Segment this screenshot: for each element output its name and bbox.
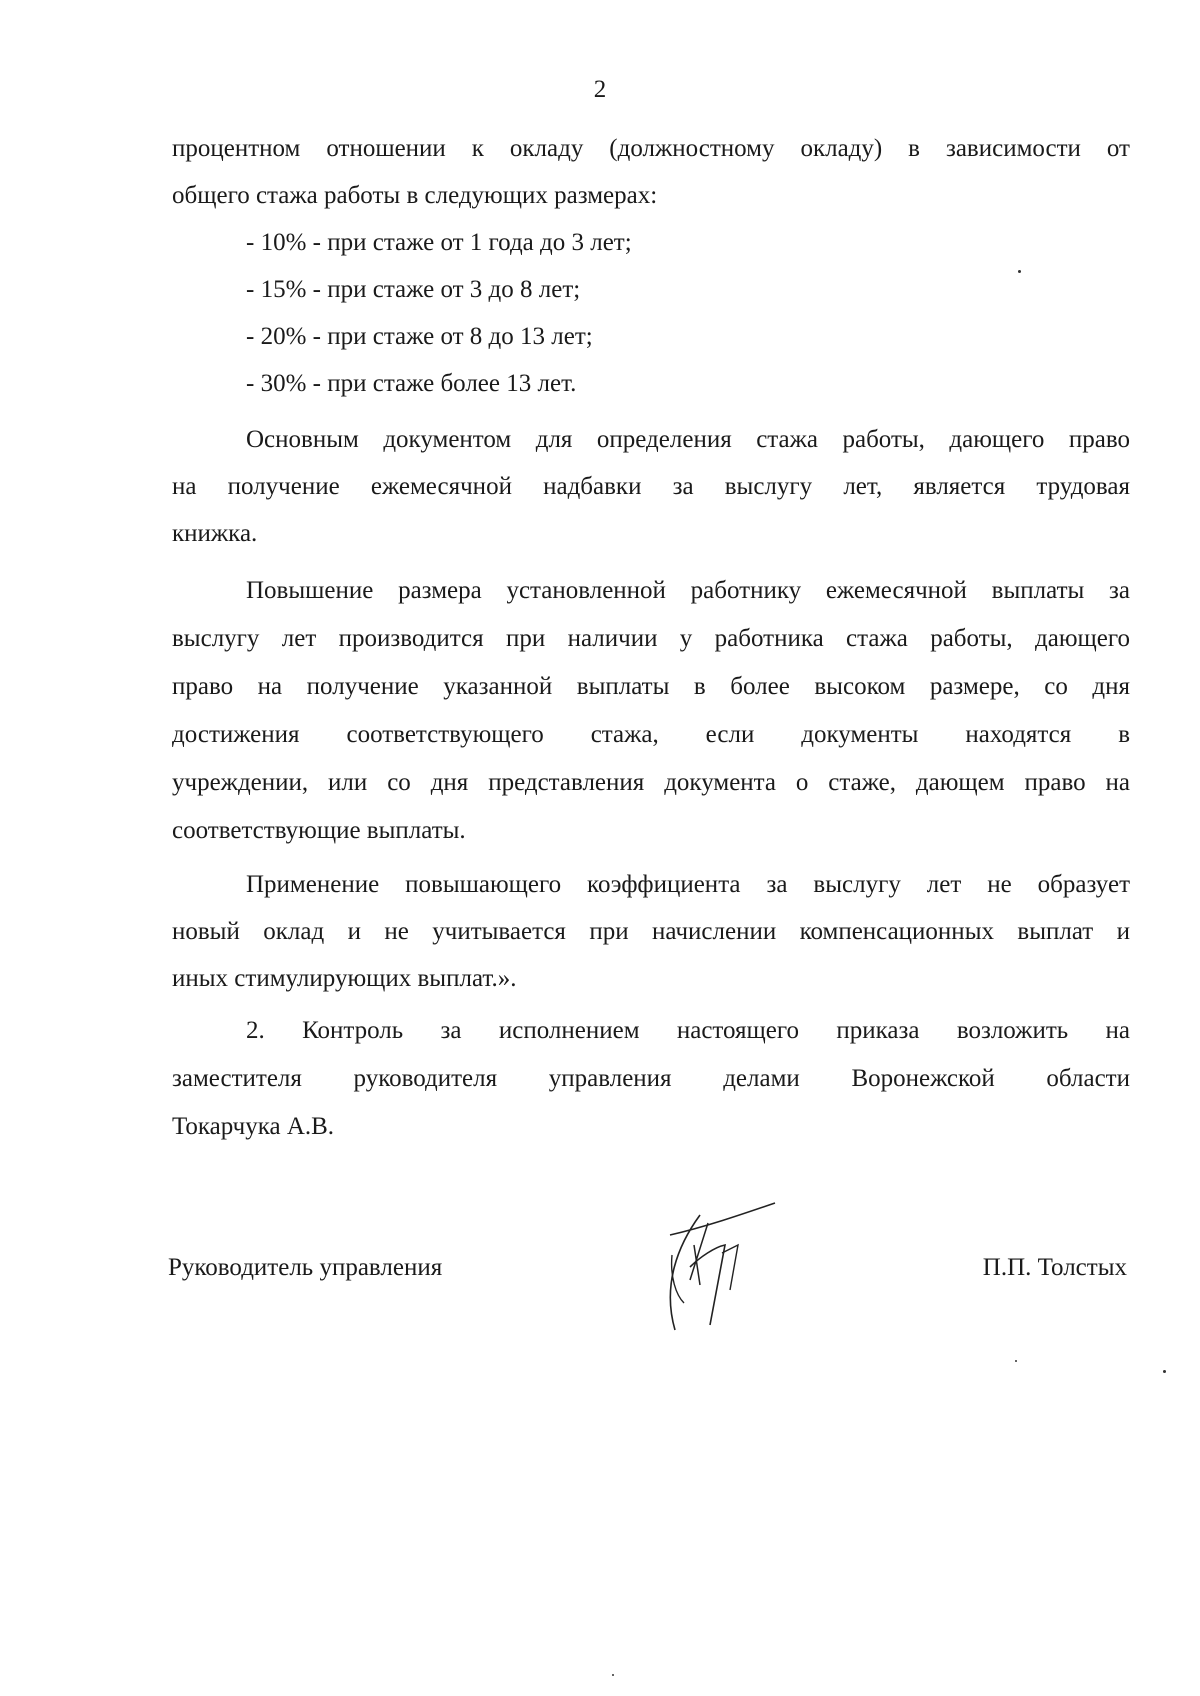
paragraph-1-line-2: общего стажа работы в следующих размерах: bbox=[172, 182, 658, 209]
paragraph-4-line-2: новый оклад и не учитывается при начислении компенсационных выплат и bbox=[172, 918, 1130, 945]
paragraph-3-line-1: Повышение размера установленной работнику ежемесячной выплаты за bbox=[246, 577, 1130, 604]
paragraph-3-line-5: учреждении, или со дня представления документа о стаже, дающем право на bbox=[172, 769, 1130, 796]
list-item: - 15% - при стаже от 3 до 8 лет; bbox=[246, 276, 581, 303]
paragraph-2-line-2: на получение ежемесячной надбавки за выслугу лет, является трудовая bbox=[172, 473, 1130, 500]
paragraph-3-line-6: соответствующие выплаты. bbox=[172, 817, 466, 844]
scan-speck bbox=[612, 1674, 614, 1676]
list-item: - 30% - при стаже более 13 лет. bbox=[246, 370, 577, 397]
handwritten-signature bbox=[660, 1195, 790, 1345]
paragraph-1-line-1: процентном отношении к окладу (должностному окладу) в зависимости от bbox=[172, 135, 1130, 162]
paragraph-2-line-1: Основным документом для определения стажа работы, дающего право bbox=[246, 426, 1130, 453]
list-item: - 20% - при стаже от 8 до 13 лет; bbox=[246, 323, 593, 350]
paragraph-4-line-3: иных стимулирующих выплат.». bbox=[172, 965, 517, 992]
scan-speck bbox=[1015, 1360, 1017, 1362]
scan-speck bbox=[1018, 270, 1021, 273]
item-2-line-2: заместителя руководителя управления делами Воронежской области bbox=[172, 1065, 1130, 1092]
paragraph-3-line-4: достижения соответствующего стажа, если документы находятся в bbox=[172, 721, 1130, 748]
scan-speck bbox=[1163, 1370, 1166, 1373]
item-2-line-3: Токарчука А.В. bbox=[172, 1113, 335, 1140]
paragraph-3-line-2: выслугу лет производится при наличии у работника стажа работы, дающего bbox=[172, 625, 1130, 652]
item-2-line-1: 2. Контроль за исполнением настоящего приказа возложить на bbox=[246, 1017, 1130, 1044]
paragraph-3-line-3: право на получение указанной выплаты в более высоком размере, со дня bbox=[172, 673, 1130, 700]
signatory-name: П.П. Толстых bbox=[982, 1254, 1127, 1281]
paragraph-4-line-1: Применение повышающего коэффициента за выслугу лет не образует bbox=[246, 871, 1130, 898]
page-number: 2 bbox=[593, 76, 607, 103]
signatory-title: Руководитель управления bbox=[168, 1254, 443, 1281]
paragraph-2-line-3: книжка. bbox=[172, 520, 258, 547]
list-item: - 10% - при стаже от 1 года до 3 лет; bbox=[246, 229, 632, 256]
